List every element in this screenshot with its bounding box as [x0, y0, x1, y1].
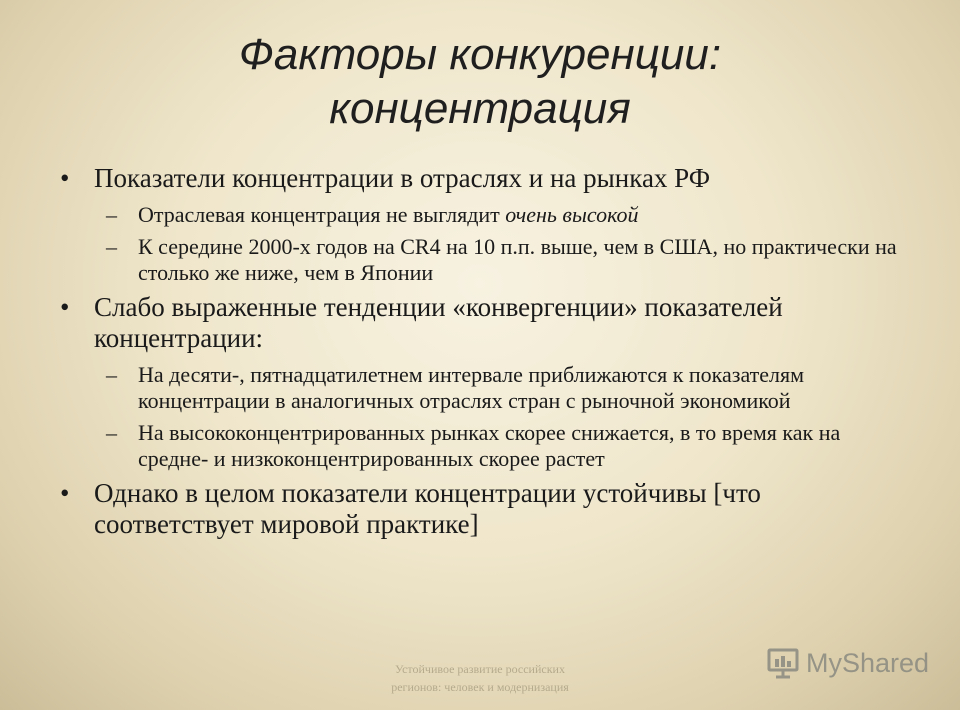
bullet-marker: • — [60, 292, 70, 322]
myshared-logo — [766, 646, 929, 680]
logo-text: MyShared — [806, 647, 930, 678]
footer-line-2: регионов: человек и модернизация — [391, 680, 569, 694]
dash-marker: – — [106, 234, 117, 259]
bullet-item — [58, 478, 908, 540]
dash-marker: – — [106, 420, 117, 445]
sub-bullet-item — [58, 362, 908, 414]
sub-bullet-text: На десяти-, пятнадцатилетнем интервале приближаются к показателям концентрации в аналогичных отраслях стран с рыночной экономикой — [138, 362, 805, 413]
slide-title — [0, 28, 960, 136]
sub-bullet-text: Отраслевая концентрация не выглядит — [138, 202, 506, 227]
bullet-marker: • — [60, 163, 70, 193]
bullet-text: Показатели концентрации в отраслях и на рынках РФ — [94, 163, 711, 193]
title-line-2: концентрация — [329, 84, 631, 133]
bullet-text: Слабо выраженные тенденции «конвергенции» показателей концентрации: — [94, 292, 783, 353]
dash-marker: – — [106, 362, 117, 387]
sub-bullet-text: На высококонцентрированных рынках скорее снижается, в то время как на средне- и низкоконцентрированных скорее растет — [138, 420, 841, 471]
sub-bullet-text: К середине 2000-х годов на CR4 на 10 п.п. выше, чем в США, но практически на столько же ниже, чем в Японии — [138, 234, 897, 285]
bullet-item — [58, 292, 908, 354]
footer-line-1: Устойчивое развитие российских — [395, 662, 565, 676]
bullet-text: Однако в целом показатели концентрации устойчивы [что соответствует мировой практике] — [94, 478, 761, 539]
sub-bullet-emphasis: очень высокой — [505, 202, 639, 227]
presentation-board-icon — [766, 646, 800, 680]
sub-bullet-item — [58, 420, 908, 472]
title-line-1: Факторы конкуренции: — [238, 30, 722, 79]
bullet-marker: • — [60, 478, 70, 508]
sub-bullet-item — [58, 202, 908, 228]
sub-bullet-item — [58, 234, 908, 286]
bullet-item — [58, 163, 908, 194]
slide-footer — [330, 660, 630, 696]
bullet-list — [58, 163, 908, 548]
dash-marker: – — [106, 202, 117, 227]
